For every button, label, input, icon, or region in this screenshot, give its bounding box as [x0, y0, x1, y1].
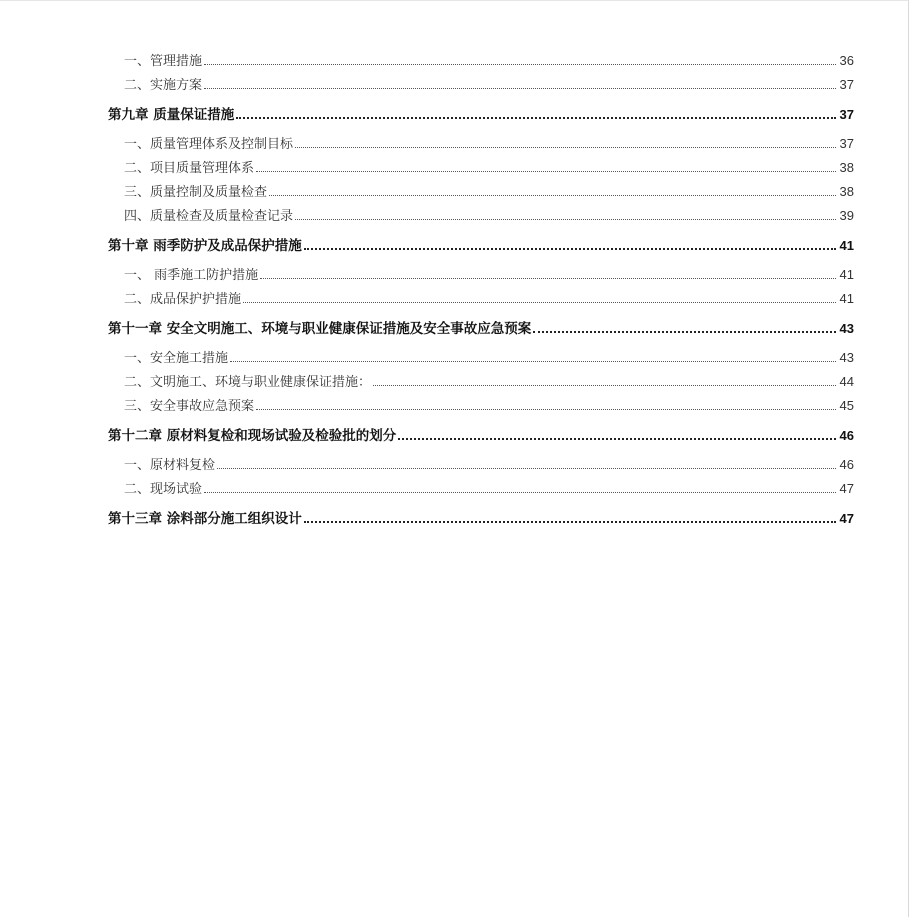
toc-dot-leader — [295, 218, 836, 220]
toc-entry-page: 37 — [839, 107, 854, 122]
toc-dot-leader — [256, 170, 836, 172]
toc-chapter-entry[interactable] — [108, 423, 854, 449]
toc-entry-page: 43 — [839, 321, 854, 336]
toc-chapter-entry[interactable] — [108, 233, 854, 259]
toc-entry-title: 第十三章 涂料部分施工组织设计 — [108, 511, 302, 527]
toc-dot-leader — [243, 301, 836, 303]
toc-section-entry[interactable] — [108, 73, 854, 97]
toc-entry-page: 41 — [839, 267, 854, 282]
toc-entry-page: 45 — [839, 398, 854, 413]
toc-entry-title: 一、 雨季施工防护措施 — [124, 268, 259, 283]
toc-dot-leader — [398, 437, 836, 440]
toc-entry-title: 三、安全事故应急预案 — [124, 399, 255, 414]
toc-section-entry[interactable] — [108, 180, 854, 204]
toc-section-entry[interactable] — [108, 394, 854, 418]
toc-entry-title: 一、质量管理体系及控制目标 — [124, 137, 294, 152]
toc-entry-title: 二、实施方案 — [124, 78, 203, 93]
toc-section-entry[interactable] — [108, 287, 854, 311]
toc-entry-page: 37 — [839, 77, 854, 92]
toc-entry-page: 38 — [839, 184, 854, 199]
toc-dot-leader — [236, 116, 836, 119]
toc-chapter-entry[interactable] — [108, 506, 854, 532]
toc-entry-title: 四、质量检查及质量检查记录 — [124, 209, 294, 224]
toc-entry-title: 第十章 雨季防护及成品保护措施 — [108, 238, 302, 254]
toc-dot-leader — [256, 408, 836, 410]
toc-dot-leader — [373, 384, 836, 386]
toc-entry-title: 二、成品保护护措施 — [124, 292, 242, 307]
toc-dot-leader — [230, 360, 836, 362]
toc-section-entry[interactable] — [108, 370, 854, 394]
toc-entry-title: 第十二章 原材料复检和现场试验及检验批的划分 — [108, 428, 397, 444]
toc-dot-leader — [204, 63, 836, 65]
toc-entry-page: 39 — [839, 208, 854, 223]
toc-section-entry[interactable] — [108, 49, 854, 73]
toc-entry-title: 二、项目质量管理体系 — [124, 161, 255, 176]
toc-entry-title: 三、质量控制及质量检查 — [124, 185, 268, 200]
toc-entry-page: 43 — [839, 350, 854, 365]
toc-entry-title: 一、安全施工措施 — [124, 351, 229, 366]
toc-entry-page: 36 — [839, 53, 854, 68]
toc-dot-leader — [295, 146, 836, 148]
toc-section-entry[interactable] — [108, 477, 854, 501]
toc-chapter-entry[interactable] — [108, 102, 854, 128]
toc-dot-leader — [533, 330, 836, 333]
toc-entry-title: 一、管理措施 — [124, 54, 203, 69]
toc-section-entry[interactable] — [108, 453, 854, 477]
toc-entry-title: 第九章 质量保证措施 — [108, 107, 235, 123]
toc-section-entry[interactable] — [108, 204, 854, 228]
toc-entry-page: 47 — [839, 481, 854, 496]
toc-dot-leader — [269, 194, 836, 196]
toc-entry-page: 46 — [839, 428, 854, 443]
toc-dot-leader — [304, 247, 836, 250]
toc-entry-page: 46 — [839, 457, 854, 472]
toc-section-entry[interactable] — [108, 156, 854, 180]
toc-dot-leader — [204, 87, 836, 89]
toc-section-entry[interactable] — [108, 263, 854, 287]
toc-section-entry[interactable] — [108, 346, 854, 370]
toc-entry-title: 二、现场试验 — [124, 482, 203, 497]
toc-dot-leader — [260, 277, 836, 279]
toc-dot-leader — [204, 491, 836, 493]
toc-entry-title: 二、文明施工、环境与职业健康保证措施： — [124, 375, 372, 390]
toc-entry-page: 38 — [839, 160, 854, 175]
toc-entry-title: 第十一章 安全文明施工、环境与职业健康保证措施及安全事故应急预案 — [108, 321, 532, 337]
toc-entry-page: 37 — [839, 136, 854, 151]
toc-entry-title: 一、原材料复检 — [124, 458, 216, 473]
toc-chapter-entry[interactable] — [108, 316, 854, 342]
toc-entry-page: 47 — [839, 511, 854, 526]
toc-entry-page: 44 — [839, 374, 854, 389]
toc-entry-page: 41 — [839, 238, 854, 253]
toc-entry-page: 41 — [839, 291, 854, 306]
toc-dot-leader — [304, 520, 836, 523]
table-of-contents — [108, 49, 854, 536]
toc-section-entry[interactable] — [108, 132, 854, 156]
toc-dot-leader — [217, 467, 836, 469]
